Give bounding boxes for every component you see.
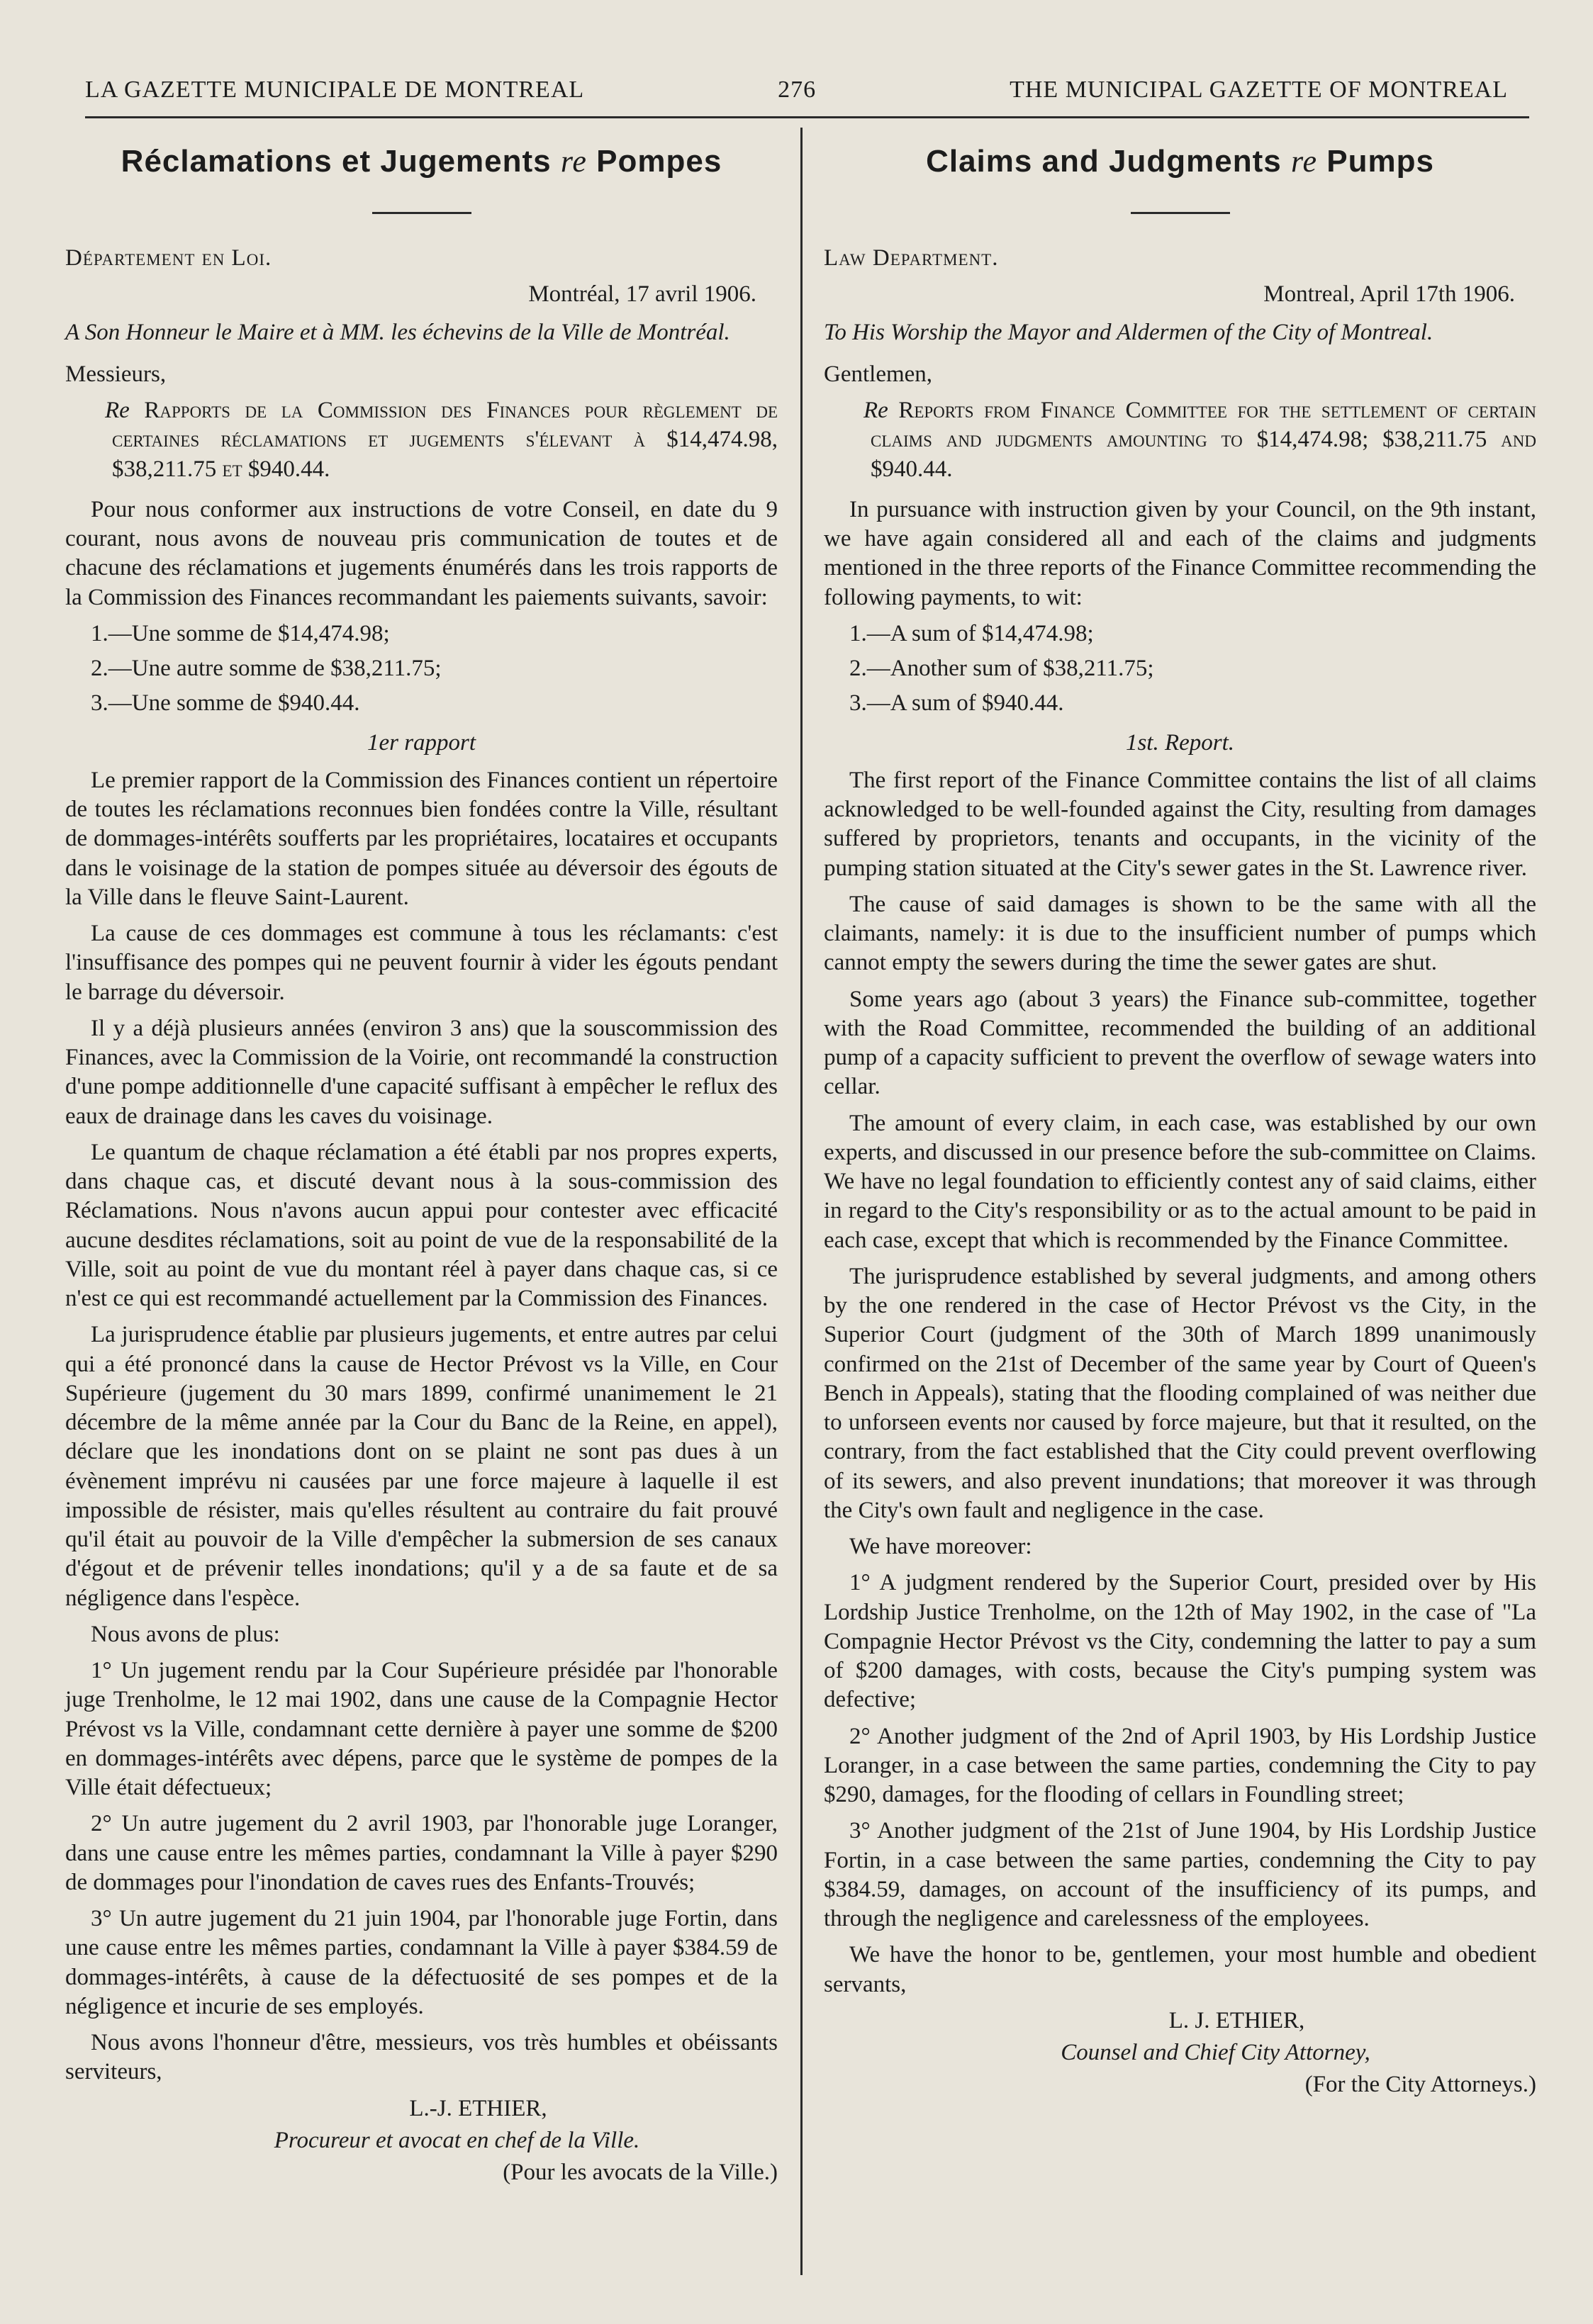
english-paragraph: We have moreover: — [849, 1534, 1032, 1559]
french-paragraph: 2° Un autre jugement du 2 avril 1903, par l'honorable juge Loranger, dans une cause entre les mêmes parties, condamnant la Ville à payer $290 de dommages pour l'inondation de caves rues des Enfants-Trouvés; — [65, 1811, 778, 1895]
english-title-rule — [1131, 212, 1230, 214]
french-paragraph: Le quantum de chaque réclamation a été établi par nos propres experts, dans chaque cas, et discuté devant nous à la sous-commission des Réclamations. Nous n'avons aucun appui pour contester avec efficacité aucune desdites réclamations, soit au point de vue de la responsabilité de la Ville, soit au point de vue du montant réel à payer dans chaque cas, si ce n'est ce qui est recommandé actuellement par la Commission des Finances. — [65, 1139, 778, 1311]
french-signature-name: L.-J. ETHIER, — [409, 2095, 547, 2121]
english-paragraph: The cause of said damages is shown to be the same with all the claimants, namely: it is due to the insufficient number of pumps which cannot empty the sewers during the time the sewer gates are shut. — [824, 891, 1536, 976]
french-paragraph: Il y a déjà plusieurs années (environ 3 ans) que la souscommission des Finances, avec la Commission de la Voirie, ont recommandé la construction d'une pompe additionnelle d'une capacité suffisant à empêcher le reflux des eaux de drainage dans les caves du voisinage. — [65, 1015, 778, 1129]
english-re-prefix: Re — [863, 398, 888, 423]
english-signature-for: (For the City Attorneys.) — [1304, 2072, 1536, 2098]
english-title-part-1: Claims and Judgments — [926, 144, 1282, 179]
french-title-part-1: Réclamations et Jugements — [121, 144, 552, 179]
english-paragraph: 2° Another judgment of the 2nd of April 1903, by His Lordship Justice Loranger, in a case between the same parties, condemning the City to pay $290, damages, for the flooding of cellars in Foundling street; — [824, 1723, 1536, 1807]
french-salutation: Messieurs, — [65, 361, 167, 387]
french-paragraph: Nous avons de plus: — [91, 1621, 280, 1647]
english-list-item: 2.—Another sum of $38,211.75; — [849, 656, 1154, 681]
french-signature-for: (Pour les avocats de la Ville.) — [503, 2160, 778, 2185]
french-date: Montréal, 17 avril 1906. — [528, 281, 756, 308]
english-title — [824, 142, 1536, 181]
english-list-item: 3.—A sum of $940.44. — [849, 690, 1064, 717]
french-list-item: 2.—Une autre somme de $38,211.75; — [91, 656, 442, 681]
french-paragraph: 1° Un jugement rendu par la Cour Supérieure présidée par l'honorable juge Trenholme, le 12 mai 1902, dans une cause de la Compagnie Hector Prévost vs la Ville, condamnant cette dernière à payer une somme de $200 en dommages-intérêts avec dépens, parce que le système de pompes de la Ville était défectueux; — [65, 1658, 778, 1800]
english-date: Montreal, April 17th 1906. — [1263, 281, 1515, 308]
header-french-title: LA GAZETTE MUNICIPALE DE MONTREAL — [85, 77, 585, 103]
french-department: Département en Loi. — [65, 245, 272, 271]
english-title-part-2: Pumps — [1326, 144, 1434, 179]
page-number: 276 — [778, 77, 817, 103]
french-paragraph: Le premier rapport de la Commission des Finances contient un répertoire de toutes les réclamations reconnues bien fondées contre la Ville, résultant de dommages-intérêts soufferts par les propriétaires, locataires et occupants dans le voisinage de la station de pompes située au déversoir des égouts de la Ville dans le fleuve Saint-Laurent. — [65, 767, 778, 910]
english-salutation: Gentlemen, — [824, 361, 933, 387]
english-subheading: 1st. Report. — [1125, 729, 1235, 756]
english-re-text: Reports from Finance Committee for the settlement of certain claims and judgments amounting to $14,474.98; $38,211.75 and $940.44. — [871, 398, 1536, 482]
english-paragraph: We have the honor to be, gentlemen, your most humble and obedient servants, — [824, 1942, 1536, 1997]
french-list-item: 1.—Une somme de $14,474.98; — [91, 620, 390, 646]
english-paragraph: 3° Another judgment of the 21st of June 1904, by His Lordship Justice Fortin, in a case between the same parties, condemning the City to pay $384.59, damages, on account of the insufficiency of its pumps, and through the negligence and carelessness of the employees. — [824, 1818, 1536, 1931]
header-rule — [85, 116, 1529, 118]
french-title-part-2: Pompes — [596, 144, 722, 179]
french-re-text: Rapports de la Commission des Finances pour règlement de certaines réclamations et jugements s'élevant à $14,474.98, $38,211.75 et $940.44. — [112, 398, 778, 482]
french-list-item: 3.—Une somme de $940.44. — [91, 690, 360, 717]
french-title-rule — [372, 212, 471, 214]
french-re-prefix: Re — [105, 398, 130, 423]
english-paragraph: The jurisprudence established by several judgments, and among others by the one rendered in the case of Hector Prévost vs the City, in the Superior Court (judgment of the 30th of March 1899 unanimously confirmed on the 21st of December of the same year by Court of Queen's Bench in Appeals), stating that the flooding complained of was neither due to unforseen events nor caused by force majeure, but that it resulted, on the contrary, from the fact established that the City could prevent overflowing of its sewers, and also prevent inundations; that moreover it was through the City's own fault and negligence in the case. — [824, 1263, 1536, 1523]
french-title — [65, 142, 778, 181]
english-title-re: re — [1290, 144, 1317, 179]
french-paragraph: Pour nous conformer aux instructions de votre Conseil, en date du 9 courant, nous avons de nouveau pris communication de toutes et de chacune des réclamations et jugements énumérés dans les trois rapports de la Commission des Finances recommandant les paiements suivants, savoir: — [65, 496, 778, 610]
french-column — [65, 135, 778, 2187]
english-department: Law Department. — [824, 245, 999, 271]
english-paragraph: In pursuance with instruction given by your Council, on the 9th instant, we have again considered all and each of the claims and judgments mentioned in the three reports of the Finance Committee recommending the following payments, to wit: — [824, 496, 1536, 610]
running-header — [85, 77, 1508, 103]
english-subject — [824, 396, 1536, 484]
header-english-title: THE MUNICIPAL GAZETTE OF MONTREAL — [1010, 77, 1508, 103]
english-signature-name: L. J. ETHIER, — [1168, 2007, 1305, 2033]
french-address: A Son Honneur le Maire et à MM. les échevins de la Ville de Montréal. — [65, 319, 730, 345]
french-title-re: re — [560, 144, 587, 179]
french-signature-title: Procureur et avocat en chef de la Ville. — [274, 2127, 640, 2153]
english-paragraph: Some years ago (about 3 years) the Finance sub-committee, together with the Road Committee, recommended the building of an additional pump of a capacity sufficient to prevent the overflow of sewage waters into cellar. — [824, 986, 1536, 1100]
english-column — [824, 135, 1536, 2100]
french-paragraph: La jurisprudence établie par plusieurs jugements, et entre autres par celui qui a été prononcé dans la cause de Hector Prévost vs la Ville, en Cour Supérieure (jugement du 30 mars 1899, confirmé unanimement le 21 décembre de la même année par la Cour du Banc de la Reine, en appel), déclare que les inondations dont on se plaint ne sont pas dues à un évènement imprévu ni causées par une force majeure à laquelle il est impossible de résister, mais qu'elles résultent au contraire du fait prouvé qu'il était au pouvoir de la Ville d'empêcher la submersion de ses canaux d'égout et de prévenir telles inondations; qu'il y a de sa faute et de sa négligence dans l'espèce. — [65, 1322, 778, 1611]
french-paragraph: La cause de ces dommages est commune à tous les réclamants: c'est l'insuffisance des pompes qui ne peuvent fournir à vider les égouts pendant le barrage du déversoir. — [65, 921, 778, 1005]
english-paragraph: 1° A judgment rendered by the Superior Court, presided over by His Lordship Justice Trenholme, on the 12th of May 1902, in the case of "La Compagnie Hector Prévost vs the City, condemning the latter to pay a sum of $200 damages, with costs, because the City's pumping system was defective; — [824, 1570, 1536, 1713]
french-subheading: 1er rapport — [367, 729, 476, 756]
french-subject — [65, 396, 778, 484]
french-paragraph: 3° Un autre jugement du 21 juin 1904, par l'honorable juge Fortin, dans une cause entre les mêmes parties, condamnant la Ville à payer $384.59 de dommages-intérêts, à cause de la défectuosité de ses pompes et de la négligence et incurie de ses employés. — [65, 1906, 778, 2019]
english-list-item: 1.—A sum of $14,474.98; — [849, 620, 1094, 646]
french-paragraph: Nous avons l'honneur d'être, messieurs, vos très humbles et obéissants serviteurs, — [65, 2030, 778, 2085]
english-paragraph: The first report of the Finance Committee contains the list of all claims acknowledged to be well-founded against the City, resulting from damages suffered by proprietors, tenants and occupants, in the vicinity of the pumping station situated at the City's sewer gates in the St. Lawrence river. — [824, 767, 1536, 881]
english-signature-title: Counsel and Chief City Attorney, — [1061, 2040, 1370, 2065]
column-divider — [800, 128, 803, 2275]
english-paragraph: The amount of every claim, in each case, was established by our own experts, and discussed in our presence before the sub-committee on Claims. We have no legal foundation to efficiently contest any of said claims, either in regard to the City's responsibility or as to the actual amount to be paid in each case, except that which is recommended by the Finance Committee. — [824, 1110, 1536, 1253]
english-address: To His Worship the Mayor and Aldermen of the City of Montreal. — [824, 319, 1433, 345]
